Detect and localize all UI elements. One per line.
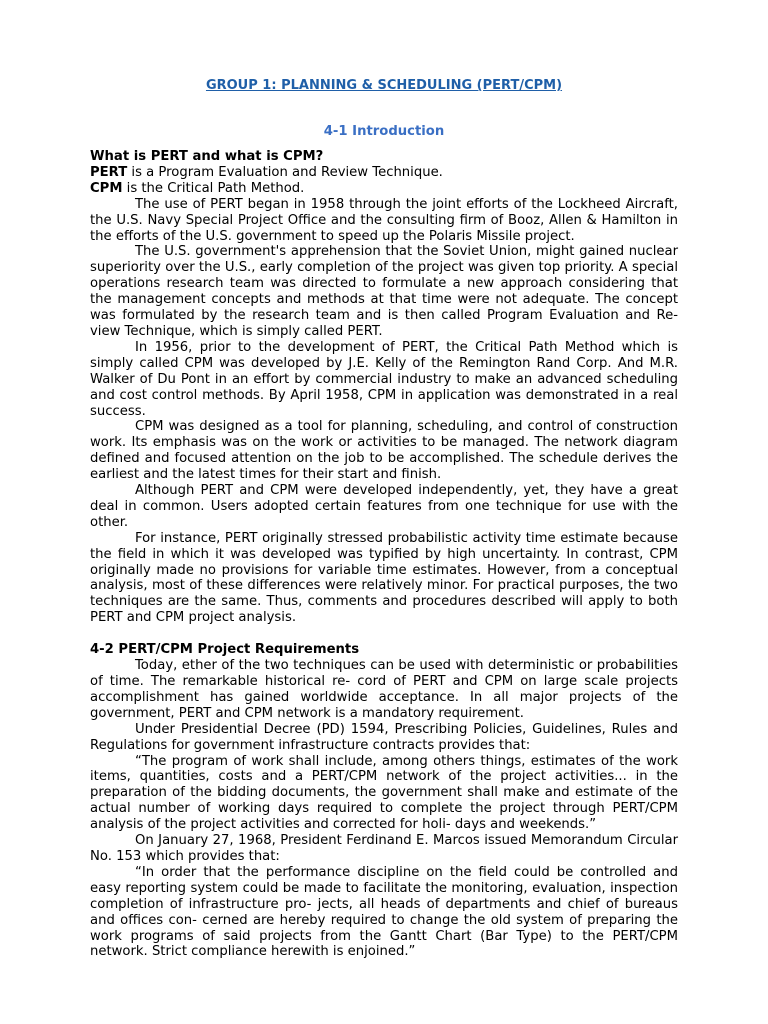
cpm-definition-text: is the Critical Path Method. — [122, 180, 305, 196]
paragraph: On January 27, 1968, President Ferdinand E. Marcos issued Memorandum Circular No. 153 which provides that: — [90, 833, 678, 864]
pert-term: PERT — [90, 164, 128, 180]
paragraph: For instance, PERT originally stressed probabilistic activity time estimate because the field in which it was developed was typified by high uncertainty. In contrast, CPM originally made no provisions for variable time estimates. However, from a conceptual analysis, most of these differences were relatively minor. For practical purposes, the two techniques are the same. Thus, comments and procedures described will apply to both PERT and CPM project analysis. — [90, 530, 678, 626]
question-heading: What is PERT and what is CPM? — [90, 149, 324, 164]
paragraph: Although PERT and CPM were developed independently, yet, they have a great deal in common. Users adopted certain features from one technique for use with the other. — [90, 483, 678, 530]
section-title-introduction: 4-1 Introduction — [323, 124, 445, 139]
quote-paragraph: “The program of work shall include, among others things, estimates of the work items, quantities, costs and a PERT/CPM network of the project activities... in the preparation of the bidding documents, the government shall make and estimate of the actual number of working days required to complete the project through PERT/CPM analysis of the project activities and corrected for holi- days and weekends.” — [90, 753, 678, 833]
paragraph: Today, ether of the two techniques can be used with deterministic or probabilities of time. The remarkable historical re- cord of PERT and CPM on large scale projects accomplishment has gained worldwide acceptance. In all major projects of the government, PERT and CPM network is a mandatory requirement. — [90, 658, 678, 721]
quote-paragraph: “In order that the performance discipline on the field could be controlled and easy reporting system could be made to facilitate the monitoring, evaluation, inspection completion of infrastructure pro- jects, all heads of departments and chief of bureaus and offices con- cerned are hereby required to change the old system of preparing the work programs of said projects from the Gantt Chart (Bar Type) to the PERT/CPM network. Strict compliance herewith is enjoined.” — [90, 864, 678, 960]
paragraph: The U.S. government's apprehension that the Soviet Union, might gained nuclear superiority over the U.S., early completion of the project was given top priority. A special operations research team was directed to formulate a new approach considering that the management concepts and methods at that time were not adequate. The concept was formulated by the research team and is then called Program Evaluation and Re- view Technique, which is simply called PERT. — [90, 244, 678, 339]
paragraph: The use of PERT began in 1958 through the joint efforts of the Lockheed Aircraft, the U.S. Navy Special Project Office and the consulting firm of Booz, Allen & Hamilton in the efforts of the U.S. government to speed up the Polaris Missile project. — [90, 196, 678, 244]
paragraph: In 1956, prior to the development of PERT, the Critical Path Method which is simply called CPM was developed by J.E. Kelly of the Remington Rand Corp. And M.R. Walker of Du Pont in an effort by commercial industry to make an advanced scheduling and cost control methods. By April 1958, CPM in application was demonstrated in a real success. — [90, 339, 678, 419]
document-title: GROUP 1: PLANNING & SCHEDULING (PERT/CPM) — [205, 78, 563, 93]
pert-definition — [90, 165, 678, 181]
cpm-term: CPM — [90, 180, 123, 196]
pert-definition-text: is a Program Evaluation and Review Technique. — [127, 164, 443, 180]
paragraph: CPM was designed as a tool for planning, scheduling, and control of construction work. Its emphasis was on the work or activities to be managed. The network diagram defined and focused attention on the job to be accomplished. The schedule derives the earliest and the latest times for their start and finish. — [90, 419, 678, 483]
document-page — [90, 78, 678, 960]
cpm-definition — [90, 181, 678, 197]
paragraph: Under Presidential Decree (PD) 1594, Prescribing Policies, Guidelines, Rules and Regulations for government infrastructure contracts provides that: — [90, 721, 678, 753]
section-heading-requirements: 4-2 PERT/CPM Project Requirements — [90, 642, 360, 658]
